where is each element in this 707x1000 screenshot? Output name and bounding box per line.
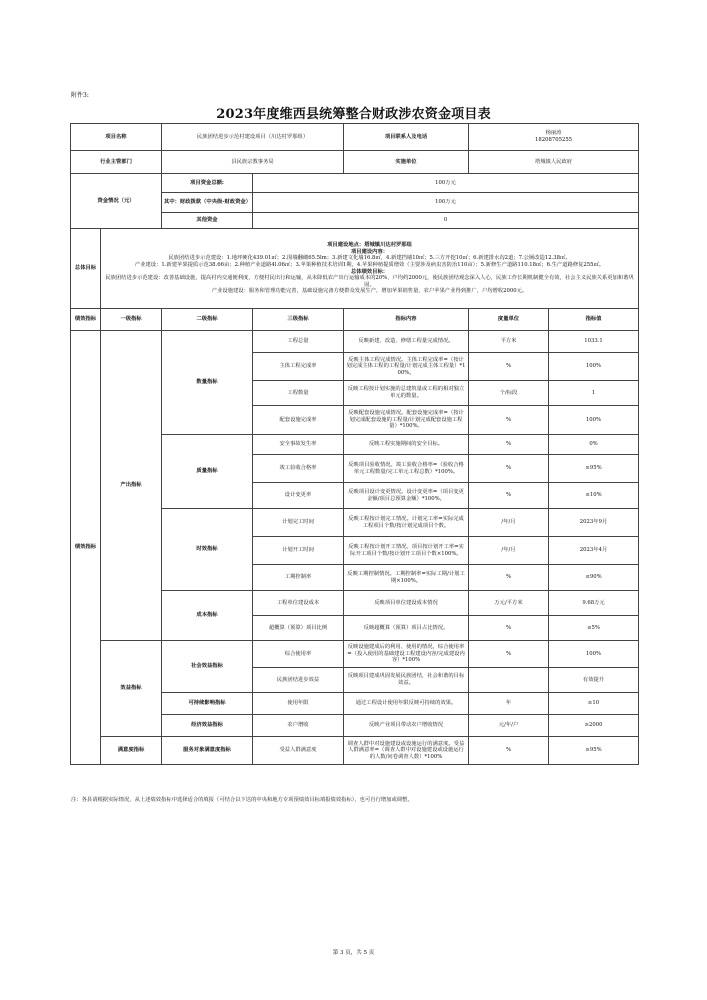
footnote: 注：各县请根据实际情况，从上述绩效指标中选择适合的填报（可结合以下达的中央和地方专项预绩效目标填报绩效指标），也可自行增加或调整。 — [71, 797, 413, 803]
impl-label: 实施单位 — [344, 151, 469, 174]
level3-cell: 综合使用率 — [253, 641, 344, 668]
unit-cell: % — [469, 616, 549, 641]
level3-cell: 农户增收 — [253, 715, 344, 737]
content-cell: 反映工程按计划实施的总建筑量或工程的相对独立单元的数量。 — [344, 381, 469, 406]
content-cell: 反映超概算（预算）项目占比情况。 — [344, 616, 469, 641]
content-cell: 反映项目建成巩固发展民族团结，社会和谐的目标效益。 — [344, 668, 469, 693]
level2-service-satisfaction: 服务对象满意度指标 — [162, 737, 253, 765]
level3-cell: 设计变更率 — [253, 483, 344, 509]
table-row — [71, 641, 639, 668]
value-cell: 1 — [549, 381, 639, 406]
unit-cell: % — [469, 483, 549, 509]
level3-cell: 主体工程完成率 — [253, 353, 344, 381]
value-cell: ≤10% — [549, 483, 639, 509]
funds-label: 资金情况（元） — [71, 174, 162, 229]
goal-line: 项目建设地点：塔城镇川达村罗那组 — [327, 242, 412, 249]
contact-person: 杨丽涛 — [545, 130, 562, 137]
content-cell: 反映项目验收情况。竣工验收合格率=（验收合格单元工程数量/完工单元工程总数）*100%。 — [344, 455, 469, 483]
content-cell: 反映新建、改造、修缮工程量完成情况。 — [344, 331, 469, 353]
unit-cell — [469, 668, 549, 693]
dept-label: 行业主管部门 — [71, 151, 162, 174]
level3-cell: 竣工验收合格率 — [253, 455, 344, 483]
funds-total-label: 项目资金总额: — [162, 174, 253, 193]
level2-social: 社会效益指标 — [162, 641, 253, 693]
value-cell: ≥95% — [549, 737, 639, 765]
unit-cell: % — [469, 737, 549, 765]
unit-cell: % — [469, 641, 549, 668]
header-cell: 度量单位 — [469, 309, 549, 331]
funds-incl: 100万元 — [253, 193, 639, 213]
header-cell: 三级指标 — [253, 309, 344, 331]
project-name-label: 项目名称 — [71, 124, 162, 151]
page-title: 2023年度维西县统筹整合财政涉农资金项目表 — [216, 107, 491, 122]
funds-other-label: 其他资金 — [162, 213, 253, 229]
header-cell: 绩效指标 — [71, 309, 101, 331]
contact-cell — [469, 124, 639, 151]
goal-line: 产业建设：1.新建苹果提质示范38.66亩；2.种植产业道路4l.06㎡；3.苹果种植技术培训1期，4.苹果种植提质增效（主要涉及病虫害防治110亩）；5.新修生产道路110.18㎡；6.生产道路修复255㎡。 — [134, 261, 605, 268]
level2-sustainability: 可持续影响指标 — [162, 693, 253, 715]
level3-cell: 计划开工时间 — [253, 537, 344, 565]
unit-cell: /年/月 — [469, 509, 549, 537]
unit-cell: % — [469, 406, 549, 435]
goal-line: 总体绩效目标： — [350, 268, 389, 275]
content-cell: 反映工程实施期间的安全目标。 — [344, 435, 469, 455]
table-row — [71, 737, 639, 765]
value-cell: 2023年4月 — [549, 537, 639, 565]
table-header-row — [71, 309, 639, 331]
value-cell: ≥95% — [549, 455, 639, 483]
unit-cell: 万元/平方米 — [469, 591, 549, 616]
level2-quantity: 数量指标 — [162, 331, 253, 435]
level3-cell: 工程总量 — [253, 331, 344, 353]
content-cell: 反映工期控制情况。工期控制率=实际工期/计划工期×100%。 — [344, 565, 469, 591]
table-row — [71, 174, 639, 193]
value-cell: 1033.1 — [549, 331, 639, 353]
level3-cell: 安全事故发生率 — [253, 435, 344, 455]
unit-cell: % — [469, 565, 549, 591]
content-cell: 反映配套设施完成情况。配套设施完成率=（按计划完成配套设施的工程量/计划完成配套设施工程量）*100%。 — [344, 406, 469, 435]
level1-benefit: 效益指标 — [101, 641, 162, 737]
level1-satisfaction: 满意度指标 — [101, 737, 162, 765]
value-cell: 100% — [549, 641, 639, 668]
unit-cell: 个/标段 — [469, 381, 549, 406]
goals-label: 总体目标 — [71, 229, 101, 309]
table-row — [71, 229, 639, 309]
level2-economic: 经济效益指标 — [162, 715, 253, 737]
table-row — [71, 151, 639, 174]
content-cell: 反映产业项目带动农户增收情况 — [344, 715, 469, 737]
unit-cell: 元/年/户 — [469, 715, 549, 737]
goals-content — [101, 229, 639, 309]
value-cell: 9.68万元 — [549, 591, 639, 616]
unit-cell: % — [469, 353, 549, 381]
level2-cost: 成本指标 — [162, 591, 253, 641]
indicators-label: 绩效指标 — [71, 331, 101, 765]
content-cell: 调查人群中对设施建设或设施运行的满意度。受益人群满意率=（调查人群中对设施建设或设施运行的人数/问卷调查人数）*100% — [344, 737, 469, 765]
level2-timeliness: 时效指标 — [162, 509, 253, 591]
value-cell: ≤5% — [549, 616, 639, 641]
funds-total: 100万元 — [253, 174, 639, 193]
value-cell: 有效提升 — [549, 668, 639, 693]
unit-cell: 平方米 — [469, 331, 549, 353]
level3-cell: 使用年限 — [253, 693, 344, 715]
level3-cell: 配套设施完成率 — [253, 406, 344, 435]
value-cell: ≥10 — [549, 693, 639, 715]
value-cell: 2023年9月 — [549, 509, 639, 537]
unit-cell: % — [469, 455, 549, 483]
funds-incl-label: 其中：财政拨款（中央级-财政资金） — [162, 193, 253, 213]
level3-cell: 受益人群满意度 — [253, 737, 344, 765]
page-number: 第 3 页，共 5 页 — [332, 950, 375, 956]
header-cell: 二级指标 — [162, 309, 253, 331]
content-cell: 反映工程按计划完工情况。计划完工率=实际完成工程项目个数/按计划完成项目个数。 — [344, 509, 469, 537]
content-cell: 反映设施建成后的利用、使用的情况，综合使用率=（投入使用的基础建设工程建设内容/完成建设内容）*100% — [344, 641, 469, 668]
value-cell: ≥2000 — [549, 715, 639, 737]
value-cell: 100% — [549, 406, 639, 435]
attachment-label: 附件3: — [71, 92, 89, 99]
value-cell: 100% — [549, 353, 639, 381]
header-cell: 一级指标 — [101, 309, 162, 331]
unit-cell: 年 — [469, 693, 549, 715]
value-cell: ≤90% — [549, 565, 639, 591]
header-cell: 指标内容 — [344, 309, 469, 331]
contact-phone: 18208705255 — [534, 137, 573, 143]
level3-cell: 计划完工时间 — [253, 509, 344, 537]
content-cell: 反映项目设计变更情况。设计变更率=（项目变更金额/项目总预算金额）*100%。 — [344, 483, 469, 509]
funds-other: 0 — [253, 213, 639, 229]
content-cell: 反映主体工程完成情况。主体工程完成率=（按计划完成主体工程的工程量/计划完成主体工程量）*100%。 — [344, 353, 469, 381]
table-row — [71, 331, 639, 353]
level1-output: 产出指标 — [101, 331, 162, 641]
project-name: 民族团结进步示范村建设项目（川达村罗那组） — [162, 124, 344, 151]
project-table — [70, 123, 639, 765]
level3-cell: 超概算（预算）项目比例 — [253, 616, 344, 641]
content-cell: 通过工程设计使用年限反映可持续的效果。 — [344, 693, 469, 715]
header-cell: 指标值 — [549, 309, 639, 331]
level3-cell: 工程数量 — [253, 381, 344, 406]
level3-cell: 工程单位建设成本 — [253, 591, 344, 616]
goal-line: 民族团结进步示范建设：1.地坪硬化439.01㎡；2.围墙翻砌65.5lm；3.新建文化墙16.8㎡，4.新建挡墙10㎡；5.三方开挖10㎡；6.新建排水沟2道；7.公厕改造12.38㎡。 — [168, 255, 571, 262]
goal-line: 产业设施建设：服务和管理功能完善，基础设施完备方便群众发展生产，增加苹果销售量，农户苹果产业得到推广，户均增收2000元。 — [211, 288, 528, 295]
level3-cell: 民族团结进步效益 — [253, 668, 344, 693]
contact-label: 项目联系人及电话 — [344, 124, 469, 151]
goal-line: 项目建设内容： — [350, 248, 389, 255]
content-cell: 反映工程按计划开工情况。项目按计划开工率=实际开工项目个数/按计划开工项目个数×100%。 — [344, 537, 469, 565]
content-cell: 反映项目单位建设成本情况 — [344, 591, 469, 616]
level2-quality: 质量指标 — [162, 435, 253, 509]
unit-cell: % — [469, 435, 549, 455]
impl-value: 塔城镇人民政府 — [469, 151, 639, 174]
table-row — [71, 124, 639, 151]
goal-line: 民族团结进步示范建设：改善基础设施，提高村内交通便利度，方便村民出行和运输，从未降低农产出行运输成本的20%，户均约2000元，使民族团结观念深入人心，民族工作长期机制健全有效，社会主义民族关系更加和谐巩固。 — [105, 275, 634, 288]
value-cell: 0% — [549, 435, 639, 455]
unit-cell: /年/月 — [469, 537, 549, 565]
dept-value: 县民族宗教事务局 — [162, 151, 344, 174]
level3-cell: 工期控制率 — [253, 565, 344, 591]
